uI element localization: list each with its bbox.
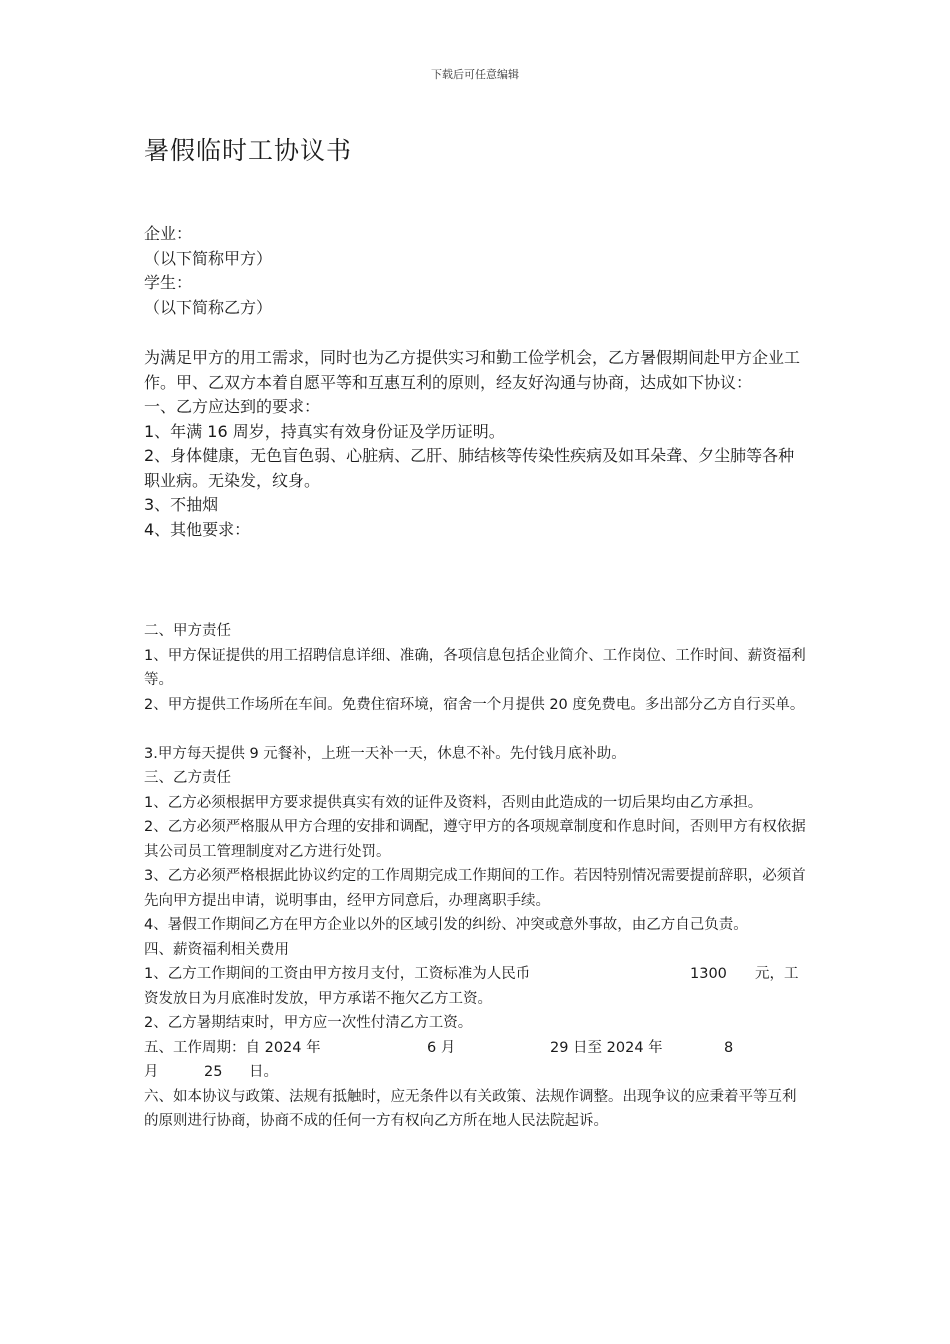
section1-item: 2、身体健康，无色盲色弱、心脏病、乙肝、肺结核等传染性疾病及如耳朵聋、夕尘肺等各种职业病。无染发，纹身。 [144,446,795,490]
section4-heading: 四、薪资福利相关费用 [144,941,289,958]
section4-item: 2、乙方暑期结束时，甲方应一次性付清乙方工资。 [144,1015,473,1031]
end-day: 25 [204,1064,223,1080]
month-label: 月 [144,1064,159,1080]
end-month: 8 [724,1039,734,1056]
intro-section [144,346,809,542]
student-label: 学生： [144,273,193,292]
section6-text: 六、如本协议与政策、法规有抵触时，应无条件以有关政策、法规作调整。出现争议的应秉着平等互利的原则进行协商，协商不成的任何一方有权向乙方所在地人民法院起诉。 [144,1088,797,1129]
blank-line [144,717,809,742]
header-note: 下载后可任意编辑 [431,68,519,81]
work-period-line-2 [144,1060,809,1085]
section1-heading: 一、乙方应达到的要求： [144,397,321,416]
salary-line [144,962,809,987]
party-block [144,222,272,320]
day-label: 日。 [249,1064,278,1080]
salary-amount: 1300 [690,966,727,982]
section2-item: 1、甲方保证提供的用工招聘信息详细、准确，各项信息包括企业简介、工作岗位、工作时间、薪资福利等。 [144,647,806,688]
document-title: 暑假临时工协议书 [144,136,353,165]
section1-item: 3、不抽烟 [144,495,219,514]
section3-item: 1、乙方必须根据甲方要求提供真实有效的证件及资料，否则由此造成的一切后果均由乙方承担。 [144,794,763,811]
section3-item: 2、乙方必须严格服从甲方合理的安排和调配，遵守甲方的各项规章制度和作息时间，否则甲方有权依据其公司员工管理制度对乙方进行处罚。 [144,819,806,860]
period-prefix: 五、工作周期：自 2024 年 [144,1039,321,1056]
section3-item: 3、乙方必须严格根据此协议约定的工作周期完成工作期间的工作。若因特别情况需要提前辞职，必须首先向甲方提出申请，说明事由，经甲方同意后，办理离职手续。 [144,868,806,909]
company-label: 企业： [144,224,193,243]
salary-suffix: 元，工 [755,966,799,982]
section1-item: 4、其他要求： [144,519,251,539]
section2-heading: 二、甲方责任 [144,623,231,639]
section2-item: 3.甲方每天提供 9 元餐补，上班一天补一天，休息不补。先付钱月底补助。 [144,745,626,762]
terms-section [144,619,809,1134]
section3-item: 4、暑假工作期间乙方在甲方企业以外的区域引发的纠纷、冲突或意外事故，由乙方自己负责。 [144,917,748,933]
start-day: 29 日至 2024 年 [550,1039,663,1056]
section3-heading: 三、乙方责任 [144,770,231,786]
section1-item: 1、年满 16 周岁，持真实有效身份证及学历证明。 [144,421,505,441]
work-period-line [144,1036,809,1061]
student-alias: （以下简称乙方） [144,297,273,317]
salary-line-2: 资发放日为月底准时发放，甲方承诺不拖欠乙方工资。 [144,990,492,1007]
start-month: 6 月 [427,1039,456,1056]
intro-paragraph: 为满足甲方的用工需求，同时也为乙方提供实习和勤工俭学机会，乙方暑假期间赴甲方企业工作。甲、乙双方本着自愿平等和互惠互利的原则，经友好沟通与协商，达成如下协议： [144,348,801,392]
company-alias: （以下简称甲方） [144,248,273,268]
salary-prefix: 1、乙方工作期间的工资由甲方按月支付，工资标准为人民币 [144,966,531,982]
section2-item: 2、甲方提供工作场所在车间。免费住宿环境，宿舍一个月提供 20 度免费电。多出部分乙方自行买单。 [144,696,805,713]
